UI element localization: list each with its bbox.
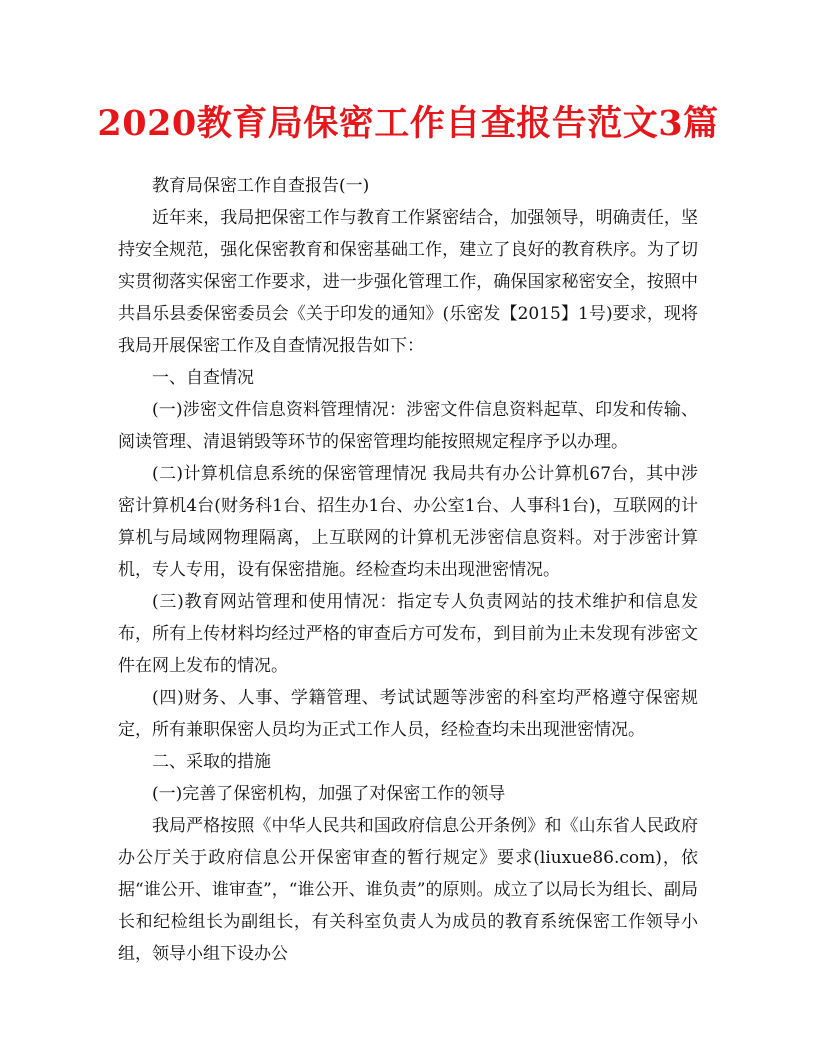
paragraph-confidential-files: (一)涉密文件信息资料管理情况：涉密文件信息资料起草、印发和传输、阅读管理、清退销毁等环节的保密管理均能按照规定程序予以办理。 [118, 400, 698, 452]
section-heading-self-check: 一、自查情况 [152, 368, 254, 388]
subheading-improve-organization: (一)完善了保密机构，加强了对保密工作的领导 [152, 784, 506, 804]
paragraph-regulations: 我局严格按照《中华人民共和国政府信息公开条例》和《山东省人民政府办公厅关于政府信息公开保密审查的暂行规定》要求(liuxue86.com)，依据“谁公开、谁审查”，“谁公开、谁负责”的原则。成立了以局长为组长、副局长和纪检组长为副组长，有关科室负责人为成员的教育系统保密工作领导小组，领导小组下设办公 [118, 816, 698, 964]
intro-paragraph: 近年来，我局把保密工作与教育工作紧密结合，加强领导，明确责任，坚持安全规范，强化保密教育和保密基础工作，建立了良好的教育秩序。为了切实贯彻落实保密工作要求，进一步强化管理工作，确保国家秘密安全，按照中共昌乐县委保密委员会《关于印发的通知》(乐密发【2015】1号)要求，现将我局开展保密工作及自查情况报告如下： [118, 208, 698, 356]
section-heading-measures: 二、采取的措施 [152, 752, 271, 772]
document-title: 2020教育局保密工作自查报告范文3篇 [97, 103, 719, 144]
paragraph-finance-personnel: (四)财务、人事、学籍管理、考试试题等涉密的科室均严格遵守保密规定，所有兼职保密人员均为正式工作人员，经检查均未出现泄密情况。 [118, 688, 698, 740]
document-body [118, 170, 698, 970]
paragraph-education-website: (三)教育网站管理和使用情况：指定专人负责网站的技术维护和信息发布，所有上传材料均经过严格的审查后方可发布，到目前为止未发现有涉密文件在网上发布的情况。 [118, 592, 698, 676]
paragraph-computer-systems: (二)计算机信息系统的保密管理情况 我局共有办公计算机67台，其中涉密计算机4台(财务科1台、招生办1台、办公室1台、人事科1台)，互联网的计算机与局域网物理隔离，上互联网的计算机无涉密信息资料。对于涉密计算机，专人专用，设有保密措施。经检查均未出现泄密情况。 [118, 464, 698, 580]
section-heading-report-one: 教育局保密工作自查报告(一) [152, 176, 370, 196]
